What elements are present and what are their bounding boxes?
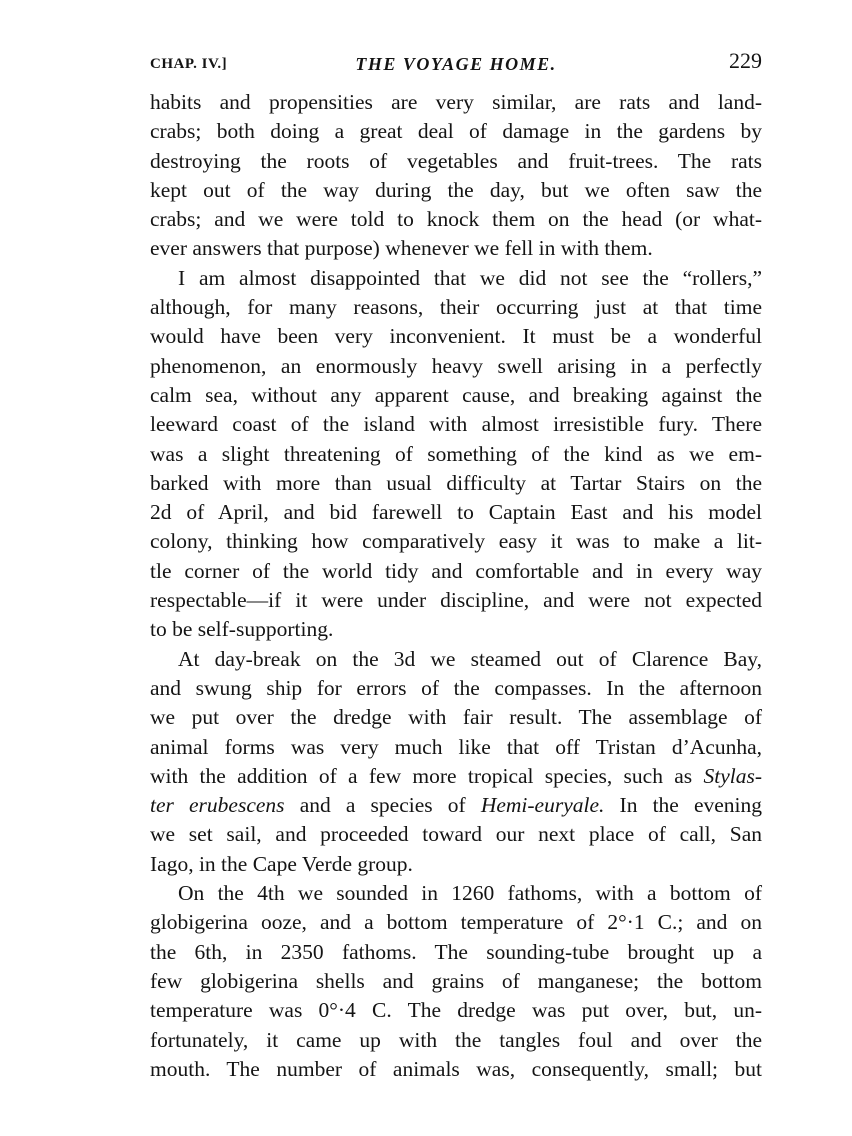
chapter-label: CHAP. IV.] <box>150 56 228 72</box>
text-line: mouth. The number of animals was, consequently, small; but <box>150 1056 762 1081</box>
italic-term: Stylas- <box>703 763 762 788</box>
text-line: and swung ship for errors of the compasses. In the afternoon <box>150 675 762 700</box>
running-head <box>150 50 762 78</box>
text-line: animal forms was very much like that off Tristan d’Acunha, <box>150 734 762 759</box>
text-line: colony, thinking how comparatively easy it was to make a lit- <box>150 529 762 554</box>
paragraph-2 <box>150 264 762 645</box>
text-line: calm sea, without any apparent cause, and breaking against the <box>150 382 762 407</box>
text-line: temperature was 0°·4 C. The dredge was put over, but, un- <box>150 998 762 1023</box>
text-line: destroying the roots of vegetables and fruit-trees. The rats <box>150 148 762 173</box>
text-line: would have been very inconvenient. It must be a wonderful <box>150 324 762 349</box>
paragraph-3 <box>150 645 762 879</box>
text-line: was a slight threatening of something of the kind as we em- <box>150 441 762 466</box>
text-line <box>150 791 762 820</box>
text-line: On the 4th we sounded in 1260 fathoms, with a bottom of <box>178 881 762 906</box>
text-line: 2d of April, and bid farewell to Captain East and his model <box>150 500 762 525</box>
italic-term: ter erubescens <box>150 793 285 818</box>
paragraph-1 <box>150 88 762 264</box>
text-segment: In the evening <box>619 793 763 818</box>
text-line: tle corner of the world tidy and comfortable and in every way <box>150 558 762 583</box>
text-line: crabs; and we were told to knock them on the head (or what- <box>150 207 762 232</box>
text-line: respectable—if it were under discipline, and were not expected <box>150 588 762 613</box>
text-line: leeward coast of the island with almost irresistible fury. There <box>150 412 762 437</box>
text-line <box>150 762 762 791</box>
text-line: crabs; both doing a great deal of damage in the gardens by <box>150 119 762 144</box>
text-line: barked with more than usual difficulty at Tartar Stairs on the <box>150 470 762 495</box>
running-title: THE VOYAGE HOME. <box>355 54 557 74</box>
text-line: phenomenon, an enormously heavy swell arising in a perfectly <box>150 353 762 378</box>
text-line: habits and propensities are very similar, are rats and land- <box>150 90 762 114</box>
paragraph-4 <box>150 879 762 1084</box>
body-text <box>150 88 762 1084</box>
text-line: fortunately, it came up with the tangles foul and over the <box>150 1027 762 1052</box>
text-line: Iago, in the Cape Verde group. <box>150 851 413 876</box>
text-segment: with the addition of a few more tropical species, such as <box>150 763 693 788</box>
text-line: At day-break on the 3d we steamed out of Clarence Bay, <box>178 646 762 671</box>
page-number: 229 <box>729 48 762 73</box>
text-line: globigerina ooze, and a bottom temperature of 2°·1 C.; and on <box>150 910 762 935</box>
text-line: the 6th, in 2350 fathoms. The sounding-tube brought up a <box>150 939 762 964</box>
text-line: although, for many reasons, their occurring just at that time <box>150 295 762 320</box>
text-segment: and a species of <box>299 793 466 818</box>
text-line: we set sail, and proceeded toward our next place of call, San <box>150 822 762 847</box>
text-line: few globigerina shells and grains of manganese; the bottom <box>150 968 762 993</box>
text-line: ever answers that purpose) whenever we fell in with them. <box>150 236 653 261</box>
text-line: kept out of the way during the day, but we often saw the <box>150 177 762 202</box>
text-line: to be self-supporting. <box>150 617 334 642</box>
italic-term: Hemi-euryale. <box>480 793 605 818</box>
text-line: I am almost disappointed that we did not see the “rollers,” <box>178 265 762 290</box>
text-line: we put over the dredge with fair result. The assemblage of <box>150 705 762 730</box>
